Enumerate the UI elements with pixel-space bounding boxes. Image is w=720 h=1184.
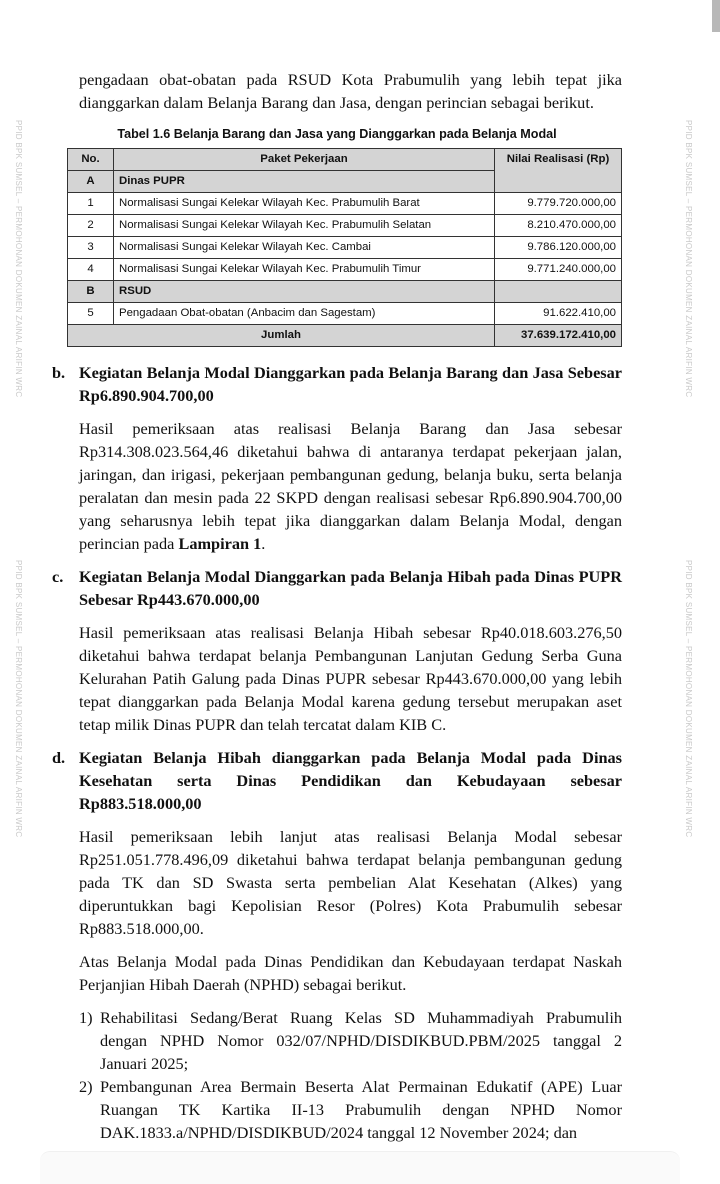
row-nilai: 91.622.410,00 xyxy=(495,303,622,325)
table-row xyxy=(68,193,622,215)
header-nilai: Nilai Realisasi (Rp) xyxy=(495,149,622,193)
row-nilai: 9.779.720.000,00 xyxy=(495,193,622,215)
row-no: 4 xyxy=(68,259,114,281)
total-value: 37.639.172.410,00 xyxy=(495,325,622,347)
document-content xyxy=(52,0,622,1184)
list-number: 2) xyxy=(79,1077,93,1096)
row-paket: Pengadaan Obat-obatan (Anbacim dan Sagestam) xyxy=(114,303,495,325)
section-d-body: Hasil pemeriksaan lebih lanjut atas realisasi Belanja Modal sebesar Rp251.051.778.496,09 diketahui bahwa terdapat belanja pembangunan gedung pada TK dan SD Swasta serta pembelian Alat Kesehatan (Alkes) yang diperuntukkan bagi Kepolisian Resor (Polres) Kota Prabumulih sebesar Rp883.518.000,00. xyxy=(79,827,622,938)
row-nilai: 8.210.470.000,00 xyxy=(495,215,622,237)
section-b-body xyxy=(79,417,622,555)
row-paket: Normalisasi Sungai Kelekar Wilayah Kec. Cambai xyxy=(114,237,495,259)
section-b-body-text: Hasil pemeriksaan atas realisasi Belanja Barang dan Jasa sebesar Rp314.308.023.564,46 diketahui bahwa di antaranya terdapat pekerjaan jalan, jaringan, dan irigasi, pekerjaan pembangunan gedung, belanja buku, serta belanja peralatan dan mesin pada 22 SKPD dengan realisasi sebesar Rp6.890.904.700,00 yang seharusnya lebih tepat jika dianggarkan dalam Belanja Modal, dengan perincian pada xyxy=(79,419,622,553)
row-no: 5 xyxy=(68,303,114,325)
section-title: Kegiatan Belanja Hibah dianggarkan pada Belanja Modal pada Dinas Kesehatan serta Dinas Pendidikan dan Kebudayaan sebesar Rp883.518.000,00 xyxy=(79,748,622,813)
section-b-body-end: . xyxy=(261,534,266,553)
table-row xyxy=(68,237,622,259)
section-d-heading xyxy=(52,746,622,815)
watermark: PPID BPK SUMSEL – PERMOHONAN DOKUMEN ZAINAL ARIFIN WRC xyxy=(14,560,23,838)
group-value-empty xyxy=(495,281,622,303)
header-no: No. xyxy=(68,149,114,171)
nphd-list xyxy=(79,1006,622,1144)
list-number: 1) xyxy=(79,1008,93,1027)
row-no: 3 xyxy=(68,237,114,259)
watermark: PPID BPK SUMSEL – PERMOHONAN DOKUMEN ZAINAL ARIFIN WRC xyxy=(14,120,23,398)
row-paket: Normalisasi Sungai Kelekar Wilayah Kec. Prabumulih Timur xyxy=(114,259,495,281)
section-letter: c. xyxy=(52,567,64,586)
section-title: Kegiatan Belanja Modal Dianggarkan pada Belanja Barang dan Jasa Sebesar Rp6.890.904.700,00 xyxy=(79,363,622,405)
section-c-body: Hasil pemeriksaan atas realisasi Belanja Hibah sebesar Rp40.018.603.276,50 diketahui bahwa terdapat belanja Pembangunan Lanjutan Gedung Serba Guna Kelurahan Patih Galung pada Dinas PUPR sebesar Rp443.670.000,00 yang lebih tepat dianggarkan pada Belanja Modal karena gedung tersebut merupakan aset tetap milik Dinas PUPR dan telah tercatat dalam KIB C. xyxy=(79,623,622,734)
total-row xyxy=(68,325,622,347)
group-name: Dinas PUPR xyxy=(114,171,495,193)
lampiran-reference: Lampiran 1 xyxy=(178,534,262,553)
section-c-heading xyxy=(52,565,622,611)
bottom-panel xyxy=(40,1151,680,1184)
intro-paragraph: pengadaan obat-obatan pada RSUD Kota Prabumulih yang lebih tepat jika dianggarkan dalam Belanja Barang dan Jasa, dengan perincian sebagai berikut. xyxy=(79,70,622,112)
table-header-row xyxy=(68,149,622,171)
scrollbar-thumb[interactable] xyxy=(712,0,720,32)
expense-table xyxy=(67,148,622,347)
section-title: Kegiatan Belanja Modal Dianggarkan pada Belanja Hibah pada Dinas PUPR Sebesar Rp443.670.000,00 xyxy=(79,567,622,609)
group-code: B xyxy=(68,281,114,303)
table-caption: Tabel 1.6 Belanja Barang dan Jasa yang Dianggarkan pada Belanja Modal xyxy=(117,127,557,141)
header-paket: Paket Pekerjaan xyxy=(114,149,495,171)
section-letter: d. xyxy=(52,748,66,767)
total-label: Jumlah xyxy=(68,325,495,347)
group-row xyxy=(68,281,622,303)
row-no: 2 xyxy=(68,215,114,237)
row-nilai: 9.771.240.000,00 xyxy=(495,259,622,281)
row-no: 1 xyxy=(68,193,114,215)
table-row xyxy=(68,303,622,325)
row-nilai: 9.786.120.000,00 xyxy=(495,237,622,259)
list-text: Pembangunan Area Bermain Beserta Alat Permainan Edukatif (APE) Luar Ruangan TK Kartika II-13 Prabumulih dengan NPHD Nomor DAK.1833.a/NPHD/DISDIKBUD/2024 tanggal 12 November 2024; dan xyxy=(100,1077,622,1142)
table-row xyxy=(68,215,622,237)
table-row xyxy=(68,259,622,281)
row-paket: Normalisasi Sungai Kelekar Wilayah Kec. Prabumulih Selatan xyxy=(114,215,495,237)
list-item xyxy=(79,1075,622,1144)
group-name: RSUD xyxy=(114,281,495,303)
list-item xyxy=(79,1006,622,1075)
section-letter: b. xyxy=(52,363,66,382)
group-code: A xyxy=(68,171,114,193)
section-b-heading xyxy=(52,361,622,407)
row-paket: Normalisasi Sungai Kelekar Wilayah Kec. Prabumulih Barat xyxy=(114,193,495,215)
section-d-body2: Atas Belanja Modal pada Dinas Pendidikan dan Kebudayaan terdapat Naskah Perjanjian Hibah Daerah (NPHD) sebagai berikut. xyxy=(79,952,622,994)
watermark: PPID BPK SUMSEL – PERMOHONAN DOKUMEN ZAINAL ARIFIN WRC xyxy=(684,120,693,398)
watermark: PPID BPK SUMSEL – PERMOHONAN DOKUMEN ZAINAL ARIFIN WRC xyxy=(684,560,693,838)
list-text: Rehabilitasi Sedang/Berat Ruang Kelas SD Muhammadiyah Prabumulih dengan NPHD Nomor 032/07/NPHD/DISDIKBUD.PBM/2025 tanggal 2 Januari 2025; xyxy=(100,1008,622,1073)
